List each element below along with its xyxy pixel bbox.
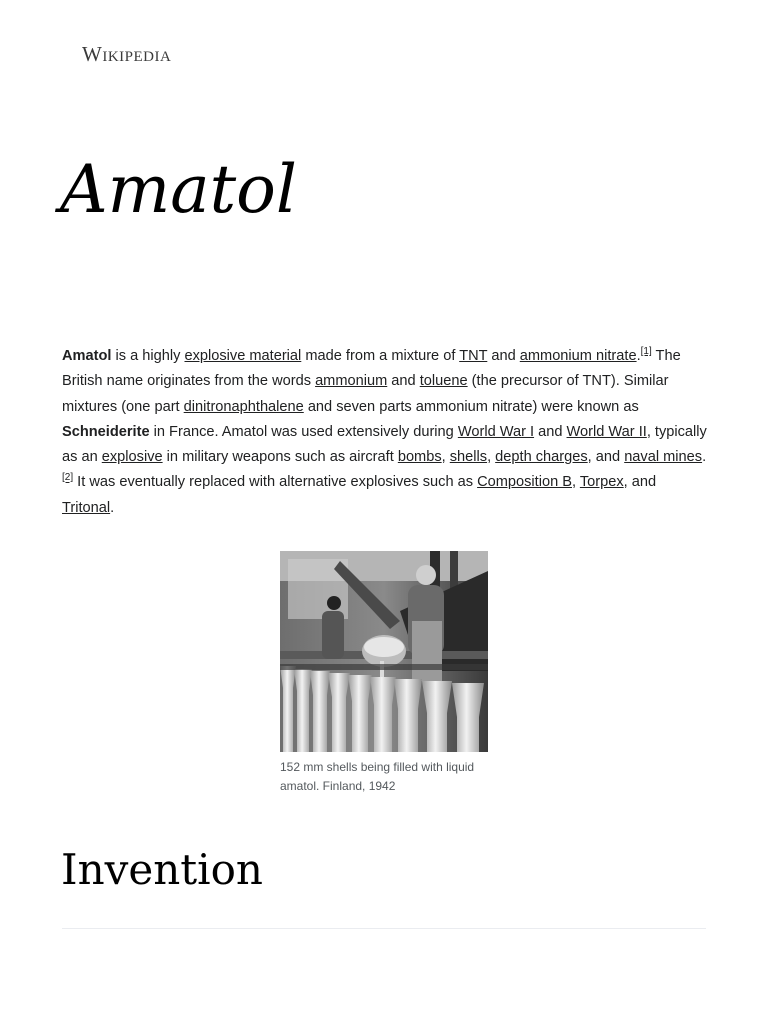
text: and — [387, 373, 420, 390]
link-explosive-material[interactable]: explosive material — [184, 348, 302, 364]
text: in military weapons such as aircraft — [162, 449, 398, 466]
text: , and — [623, 474, 657, 491]
text: and — [534, 423, 567, 440]
reference-2 — [62, 473, 73, 484]
link-shells[interactable]: shells — [449, 449, 488, 466]
text: made from a mixture of — [301, 348, 460, 364]
text: It was eventually replaced with alternative explosives such as — [73, 474, 478, 491]
link-composition-b[interactable]: Composition B — [477, 474, 572, 491]
text: and — [487, 348, 520, 364]
link-world-war-1[interactable]: World War I — [457, 423, 535, 440]
link-depth-charges[interactable]: depth charges — [495, 449, 588, 466]
lead-paragraph — [62, 344, 710, 521]
reference-link-2[interactable]: [2] — [62, 472, 74, 484]
link-ammonium[interactable]: ammonium — [315, 373, 388, 390]
link-world-war-2[interactable]: World War II — [566, 423, 647, 440]
link-tnt[interactable]: TNT — [459, 348, 488, 364]
section-heading-invention: Invention — [61, 845, 263, 894]
text: in France. Amatol was used extensively during — [149, 423, 458, 440]
text: , and — [587, 449, 625, 466]
link-ammonium-nitrate[interactable]: ammonium nitrate — [519, 348, 637, 364]
text: , — [572, 474, 580, 491]
figure-caption: 152 mm shells being filled with liquid amatol. Finland, 1942 — [280, 760, 475, 793]
link-dinitronaphthalene[interactable]: dinitronaphthalene — [183, 398, 304, 415]
section-divider — [62, 928, 706, 929]
text: is a highly — [111, 348, 185, 364]
text: and seven parts ammonium nitrate) were known as — [303, 398, 639, 415]
text: , — [487, 449, 496, 466]
text: The British name originates from the words — [62, 348, 681, 390]
text: , typically as an — [62, 423, 707, 466]
text: . — [636, 348, 641, 364]
text: , — [441, 449, 450, 466]
bold-term: Amatol — [62, 348, 112, 364]
link-tritonal[interactable]: Tritonal — [62, 499, 111, 516]
bold-term: Schneiderite — [62, 423, 150, 440]
text: . — [702, 449, 707, 466]
reference-link-1[interactable]: [1] — [640, 346, 652, 358]
page-title: Amatol — [60, 151, 297, 228]
text: . — [110, 499, 115, 516]
link-torpex[interactable]: Torpex — [579, 474, 624, 491]
text: (the precursor of TNT). Similar mixtures (one part — [62, 373, 669, 415]
wikipedia-logo[interactable]: Wikipedia — [82, 42, 172, 66]
link-bombs[interactable]: bombs — [397, 449, 442, 466]
reference-1 — [641, 346, 652, 357]
link-toluene[interactable]: toluene — [419, 373, 468, 390]
article-figure — [280, 551, 488, 795]
link-explosive[interactable]: explosive — [101, 449, 163, 466]
link-naval-mines[interactable]: naval mines — [624, 449, 703, 466]
shell-filling-photo[interactable] — [280, 551, 488, 752]
